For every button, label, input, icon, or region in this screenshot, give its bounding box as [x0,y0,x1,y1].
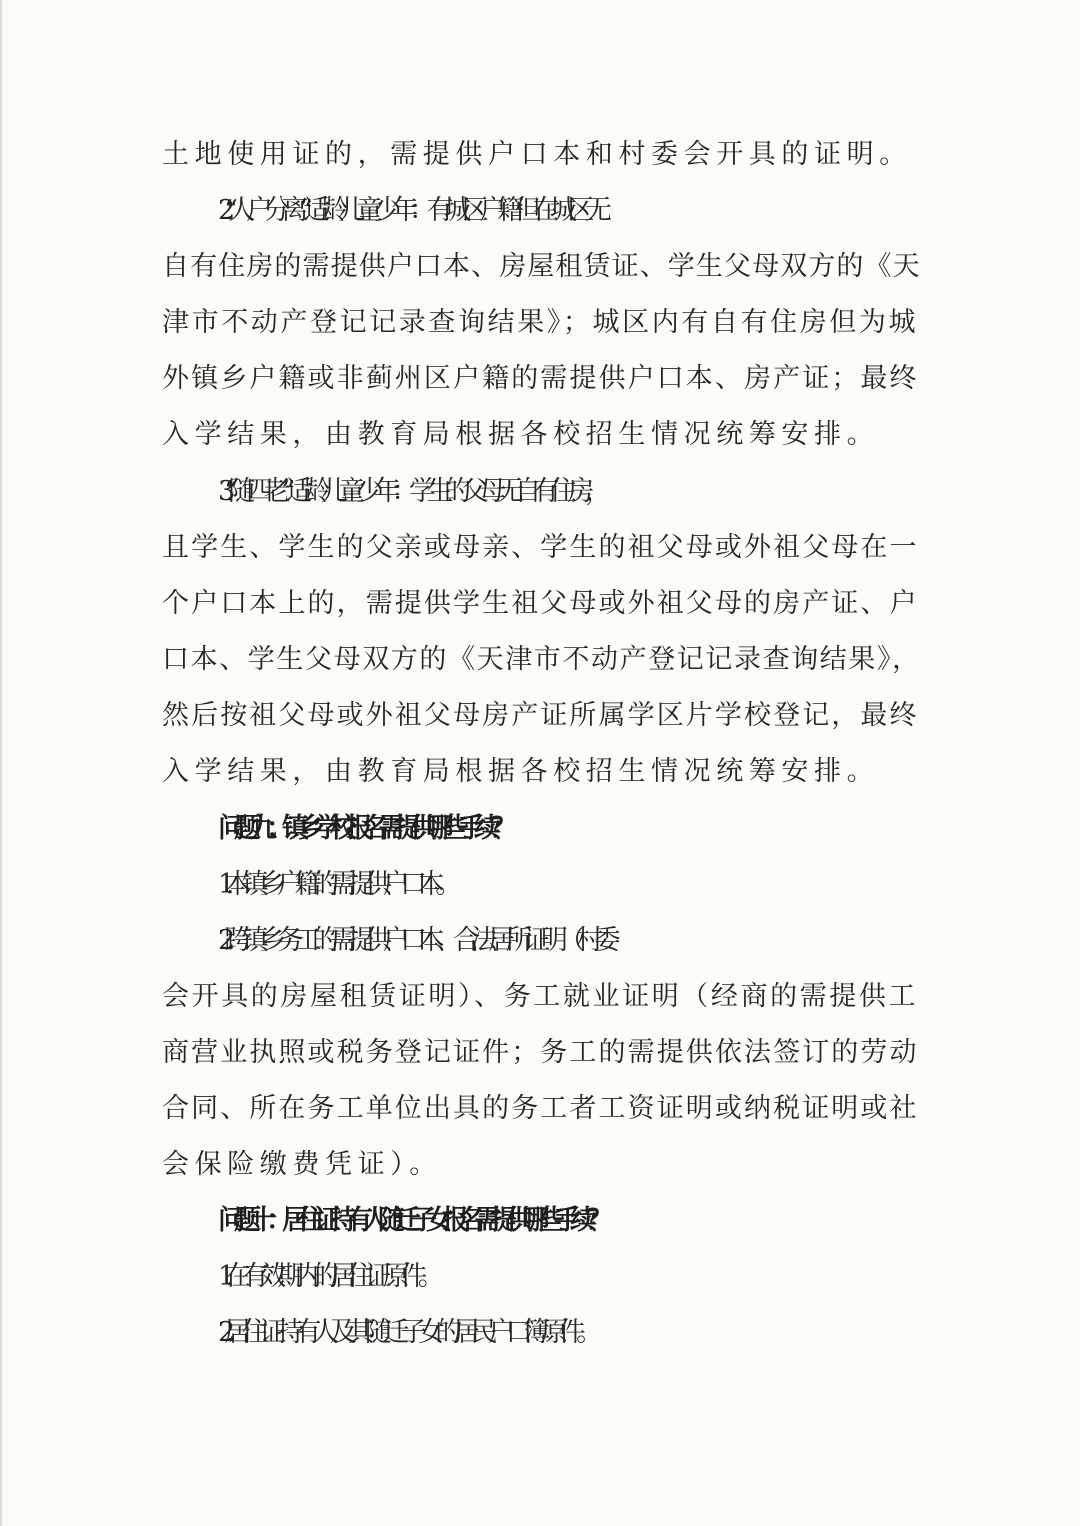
paragraph-line: 商营业执照或税务登记证件；务工的需提供依法签订的劳动 [162,1037,919,1068]
item-3-line: 3. “随四老”适龄儿童少年：学生的父母无自有住房， [218,476,603,507]
paragraph-line: 口本、学生父母双方的《天津市不动产登记记录查询结果》， [162,644,921,675]
scan-edge [0,0,3,1526]
q10-item-2: 2. 居住证持有人及其随迁子女的居民户口簿原件。 [218,1317,594,1348]
paragraph-line: 个户口本上的，需提供学生祖父母或外祖父母的房产证、户 [162,588,919,619]
paragraph-line: 入学结果，由教育局根据各校招生情况统筹安排。 [162,419,880,450]
q9-item-2: 2. 跨镇乡务工的需提供户口本、合法居所证明（村委 [218,925,612,956]
item-2-line: 2. “人户分离”适龄儿童少年：有城区户籍但在城区无 [218,195,603,226]
question-10-heading: 问题十：居住证持有人随迁子女报名需提供哪些手续？ [218,1205,602,1236]
paragraph-line: 入学结果，由教育局根据各校招生情况统筹安排。 [162,756,880,787]
q10-item-1: 1. 在有效期内的居住证原件。 [218,1261,436,1292]
paragraph-line: 然后按祖父母或外祖父母房产证所属学区片学校登记，最终 [162,700,919,731]
paragraph-line: 自有住房的需提供户口本、房屋租赁证、学生父母双方的《天 [162,251,921,282]
paragraph-line: 且学生、学生的父亲或母亲、学生的祖父母或外祖父母在一 [162,532,919,563]
paragraph-line: 会保险缴费凭证）。 [162,1149,442,1180]
paragraph-line: 会开具的房屋租赁证明）、务工就业证明（经商的需提供工 [162,981,919,1012]
paragraph-line: 土地使用证的，需提供户口本和村委会开具的证明。 [162,139,912,170]
question-9-heading: 问题九：镇乡学校报名需提供哪些手续？ [218,813,506,844]
paragraph-line: 外镇乡户籍或非蓟州区户籍的需提供户口本、房产证；最终 [162,363,919,394]
paragraph-line: 合同、所在务工单位出具的务工者工资证明或纳税证明或社 [162,1093,919,1124]
q9-item-1: 1. 本镇乡户籍的需提供户口本。 [218,869,453,900]
paragraph-line: 津市不动产登记记录查询结果》；城区内有自有住房但为城 [162,307,919,338]
